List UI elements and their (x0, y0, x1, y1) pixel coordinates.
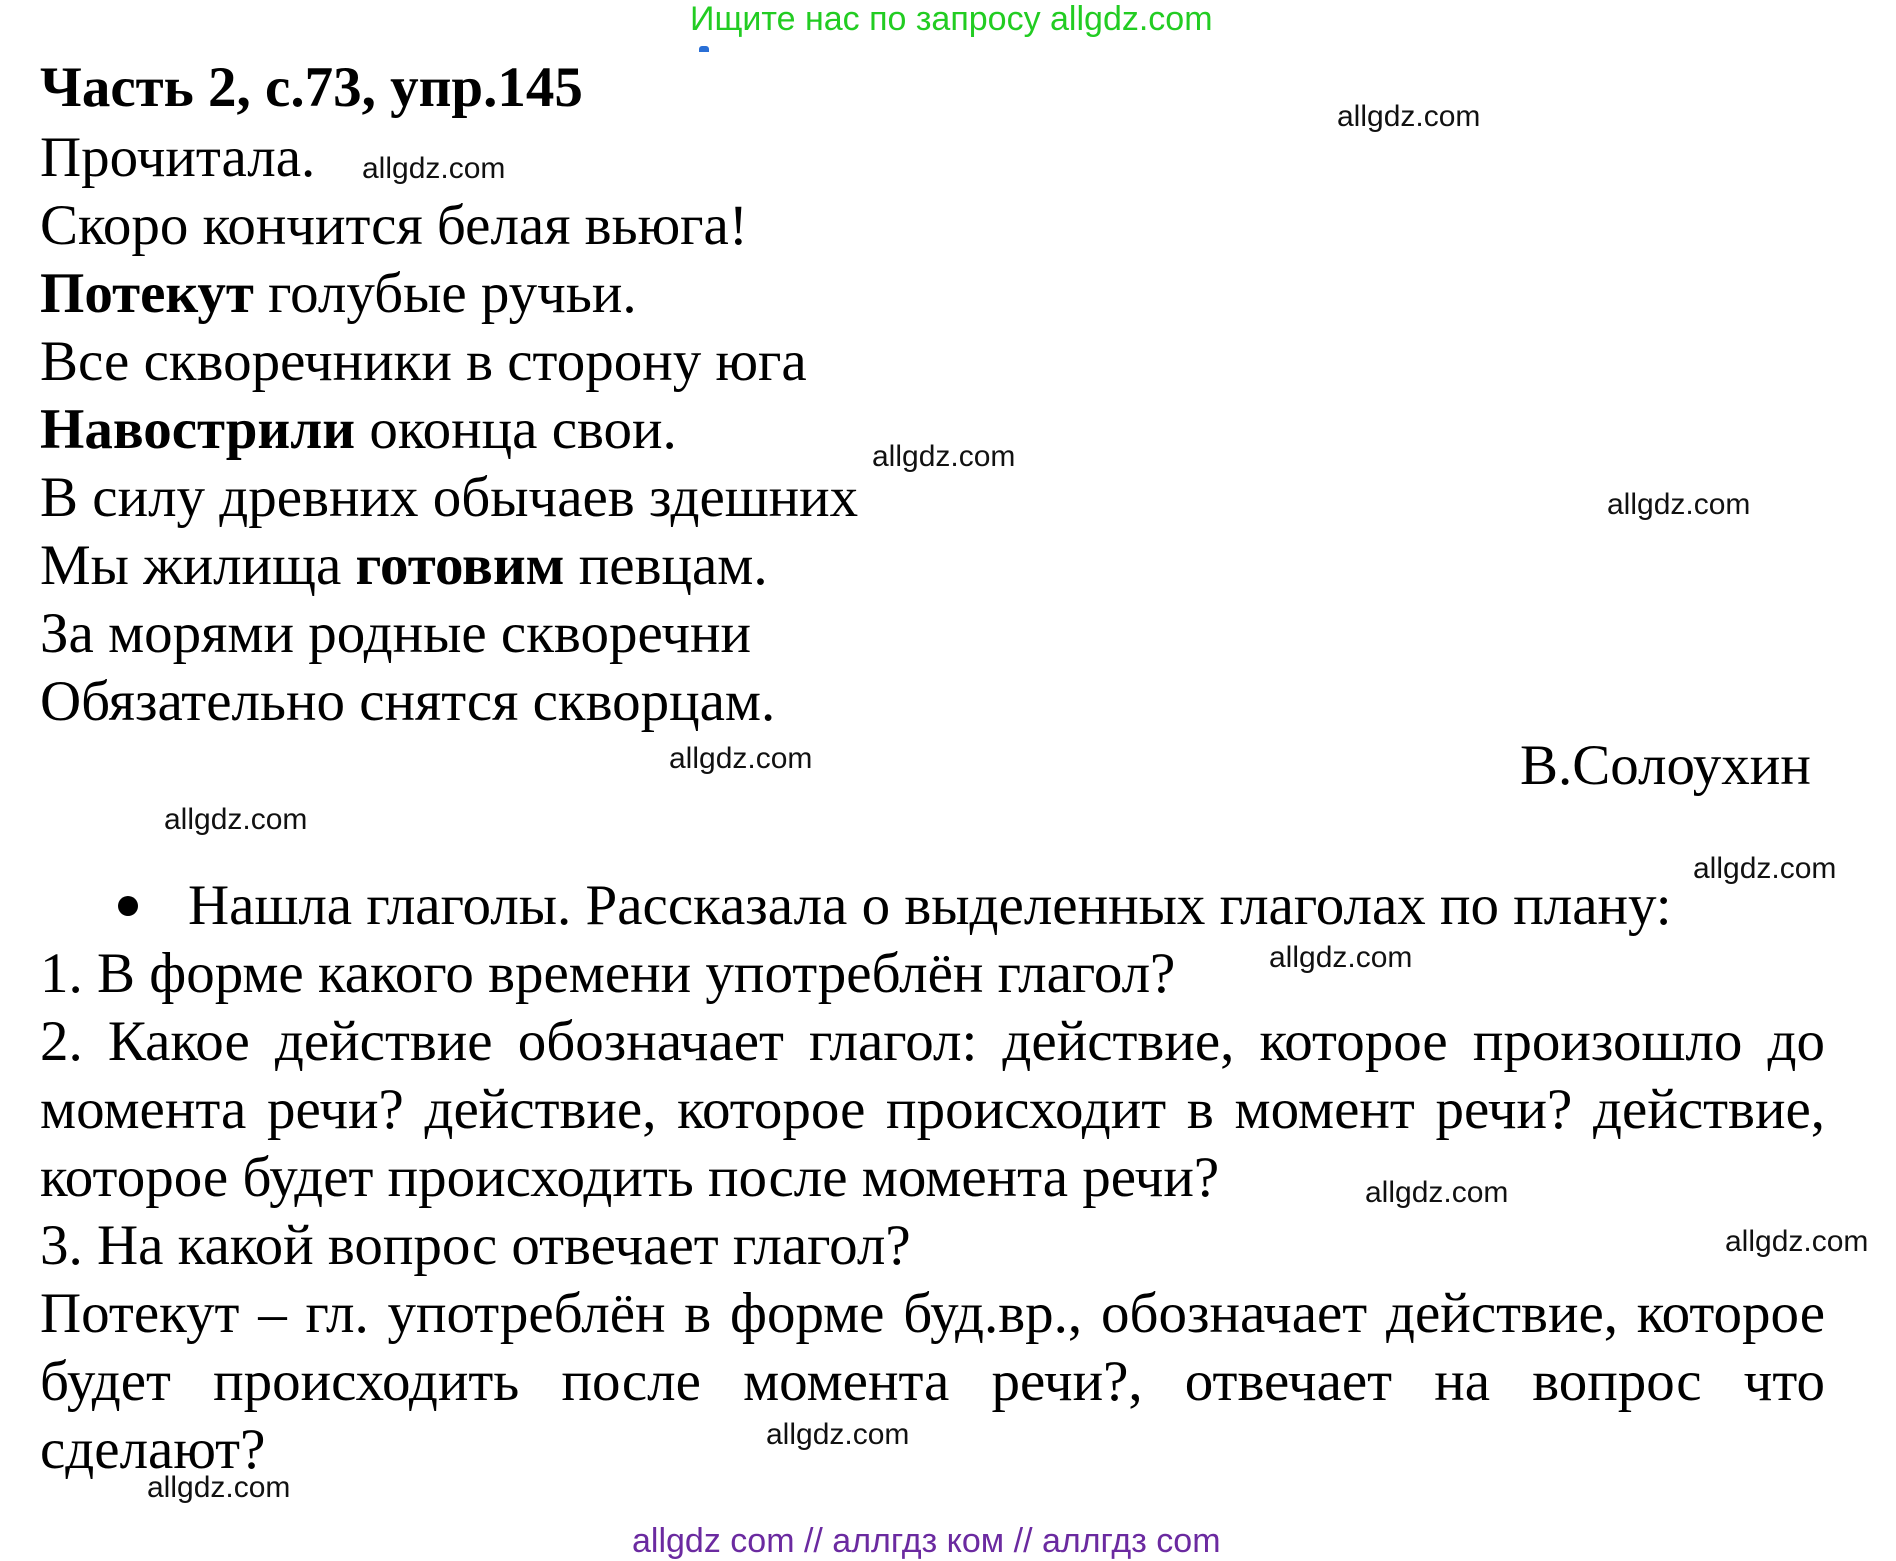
poem-line-6 (40, 532, 768, 600)
poem-line-4-rest: оконца свои. (355, 398, 677, 461)
poem-line-2 (40, 260, 637, 328)
watermark: allgdz.com (766, 1418, 910, 1451)
verb-highlight-1: Потекут (40, 262, 254, 325)
poem-line-6-pre: Мы жилища (40, 534, 356, 597)
answer-line-3: сделают? (40, 1418, 266, 1481)
watermark: allgdz.com (164, 803, 308, 836)
watermark: allgdz.com (1607, 488, 1751, 521)
watermark: allgdz.com (1337, 100, 1481, 133)
question-2-line-1: 2. Какое действие обозначает глагол: действие, которое произошло до (40, 1010, 1825, 1073)
task-bullet-text: Нашла глаголы. Рассказала о выделенных глаголах по плану: (188, 874, 1672, 937)
poem-author: В.Солоухин (1520, 734, 1811, 797)
answer-line-2: будет происходить после момента речи?, отвечает на вопрос что (40, 1350, 1825, 1413)
poem-line-7: За морями родные скворечни (40, 602, 751, 665)
poem-line-2-rest: голубые ручьи. (253, 262, 637, 325)
footer-watermark: allgdz com // аллгдз ком // аллгдз com (632, 1522, 1221, 1560)
poem-line-4 (40, 396, 677, 464)
verb-highlight-2: Навострили (40, 398, 356, 461)
poem-line-8: Обязательно снятся скворцам. (40, 670, 776, 733)
watermark: allgdz.com (362, 152, 506, 185)
blue-mark (699, 46, 709, 52)
watermark: allgdz.com (1725, 1225, 1869, 1258)
watermark: allgdz.com (872, 440, 1016, 473)
watermark: allgdz.com (669, 742, 813, 775)
poem-line-5: В силу древних обычаев здешних (40, 466, 859, 529)
top-banner: Ищите нас по запросу allgdz.com (690, 0, 1213, 38)
question-2-line-3: которое будет происходить после момента речи? (40, 1146, 1220, 1209)
watermark: allgdz.com (1693, 852, 1837, 885)
poem-intro: Прочитала. (40, 126, 316, 189)
poem-line-3: Все скворечники в сторону юга (40, 330, 807, 393)
answer-line-1: Потекут – гл. употреблён в форме буд.вр., обозначает действие, которое (40, 1282, 1825, 1345)
question-2-line-2: момента речи? действие, которое происходит в момент речи? действие, (40, 1078, 1825, 1141)
poem-line-1: Скоро кончится белая вьюга! (40, 194, 748, 257)
verb-highlight-3: готовим (355, 534, 565, 597)
poem-line-6-post: певцам. (564, 534, 768, 597)
watermark: allgdz.com (1365, 1176, 1509, 1209)
question-3: 3. На какой вопрос отвечает глагол? (40, 1214, 911, 1277)
page-title: Часть 2, с.73, упр.145 (40, 56, 583, 119)
question-1: 1. В форме какого времени употреблён глагол? (40, 942, 1176, 1005)
bullet-dot (118, 896, 138, 916)
watermark: allgdz.com (147, 1471, 291, 1504)
watermark: allgdz.com (1269, 941, 1413, 974)
